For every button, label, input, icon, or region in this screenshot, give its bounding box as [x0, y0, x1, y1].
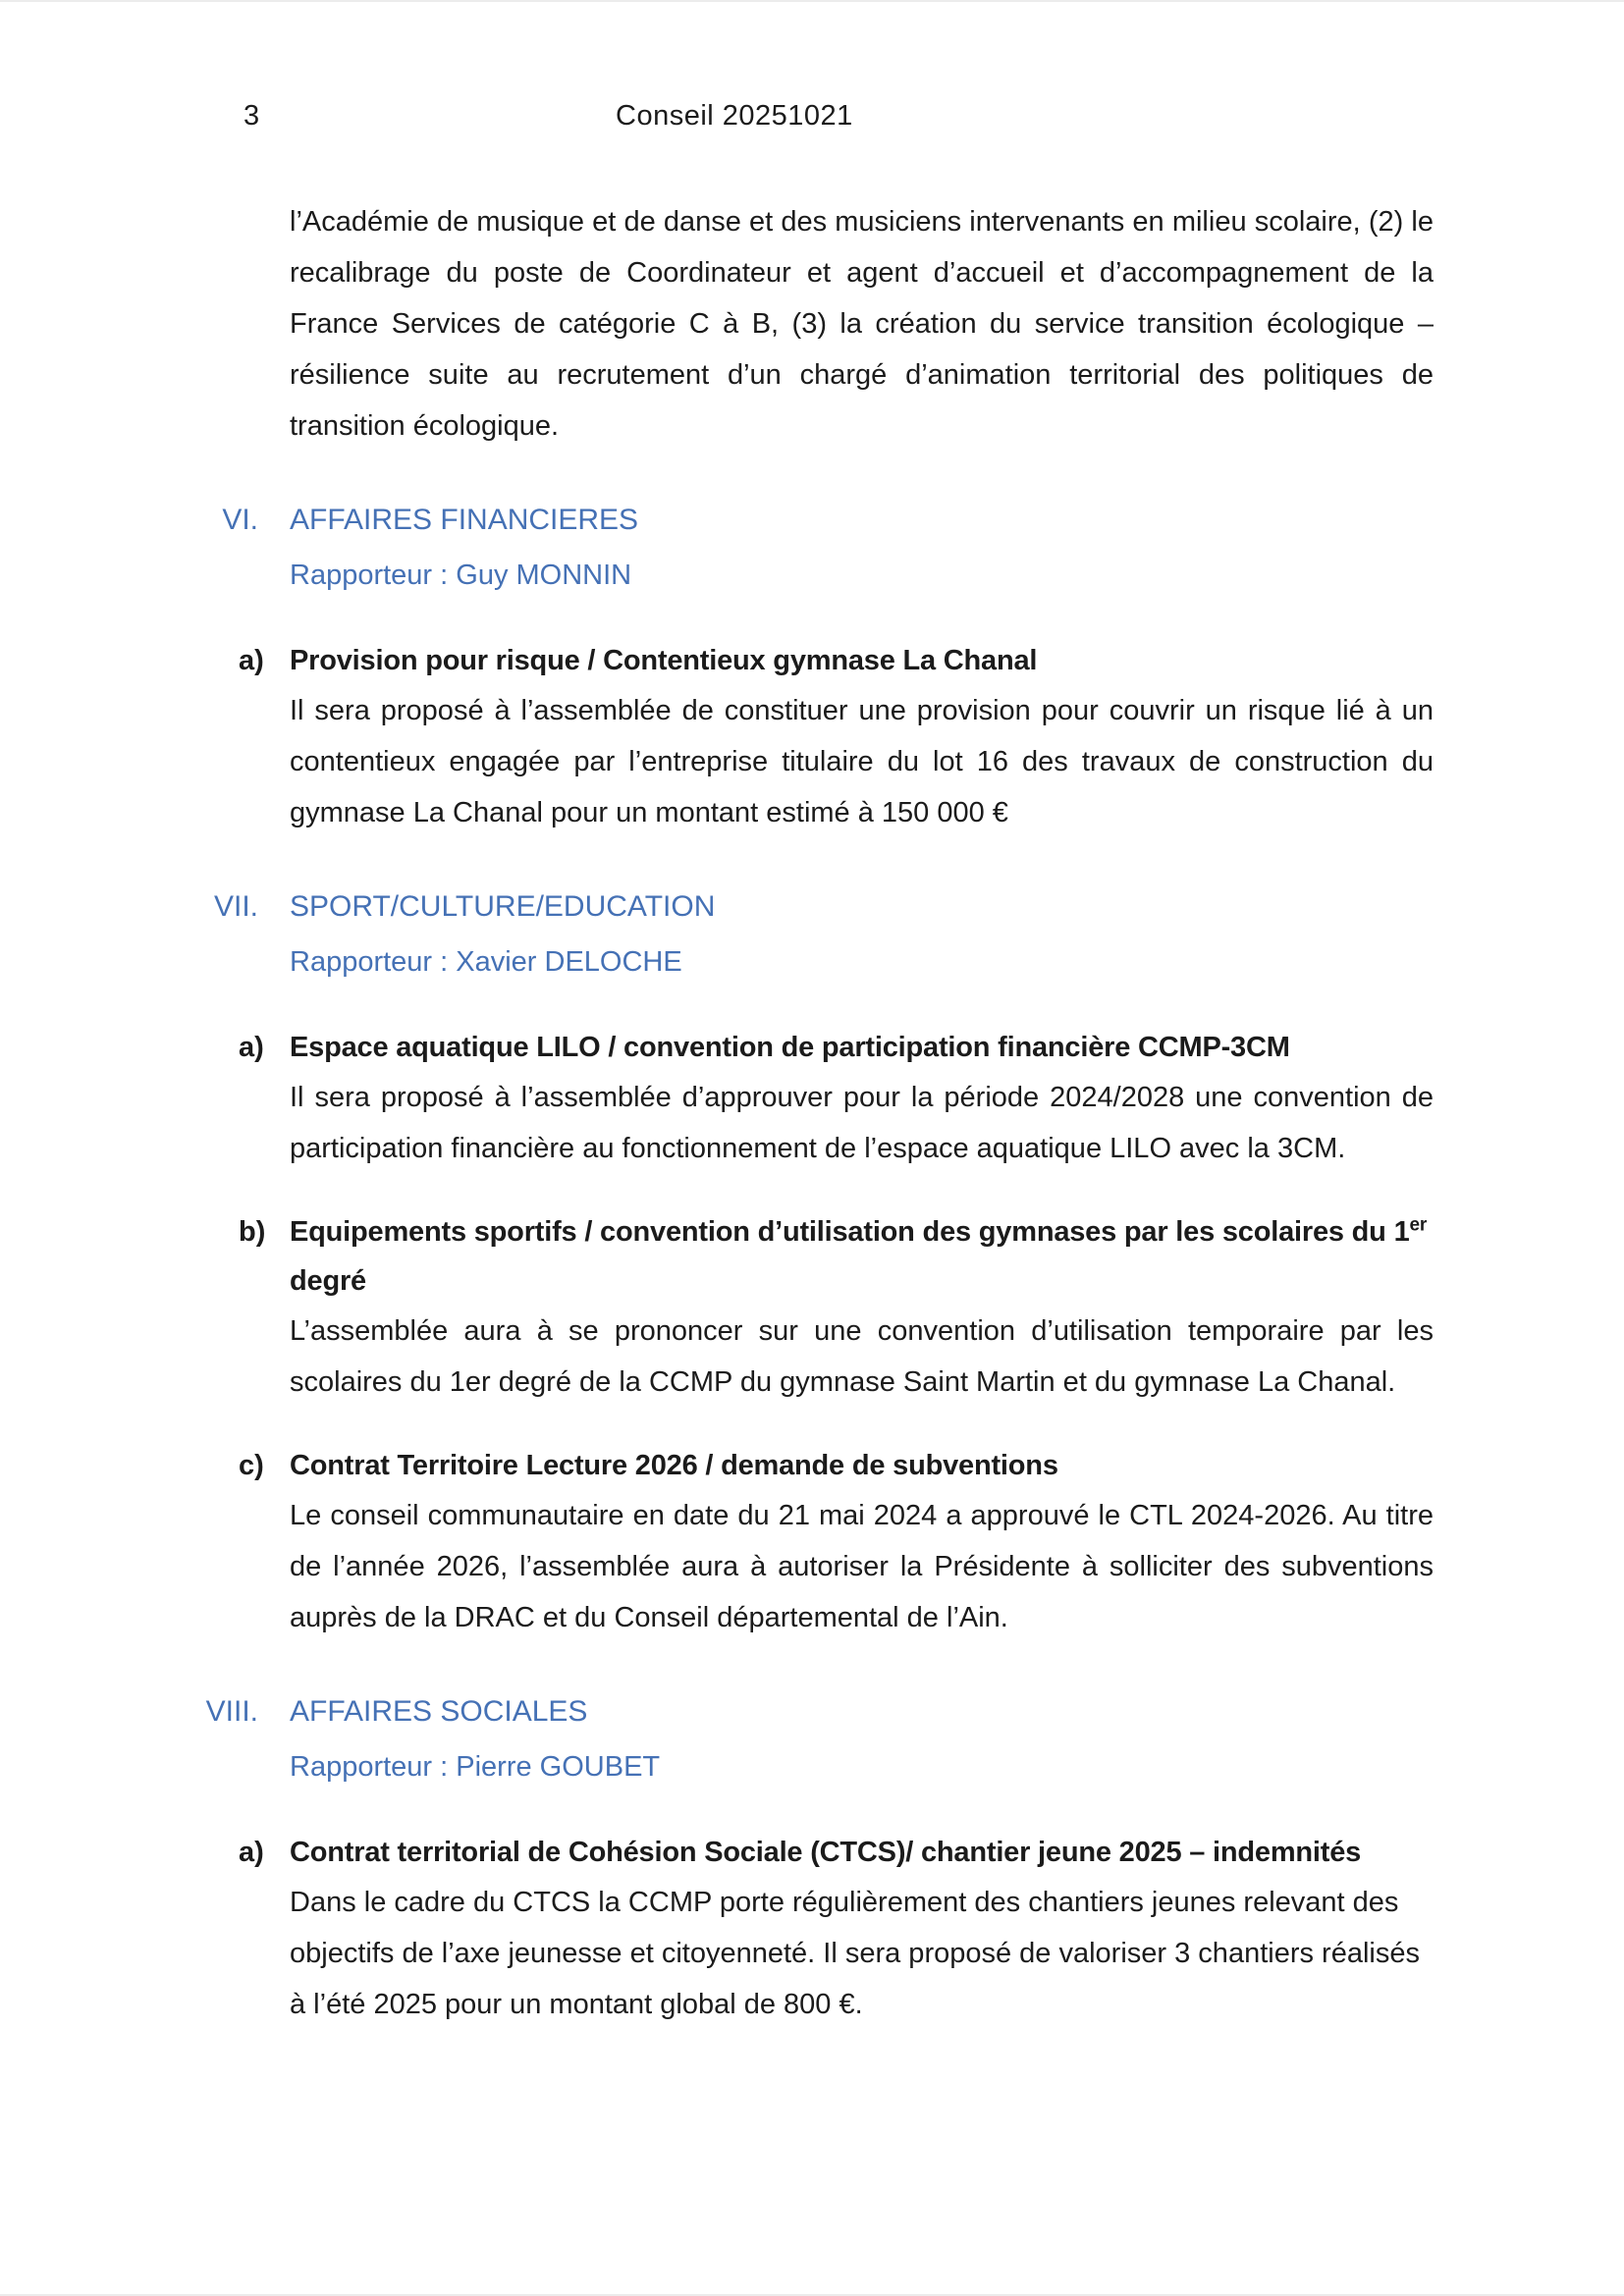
item-title-number: 1: [1393, 1216, 1410, 1248]
document-content: [0, 196, 1624, 2030]
rapporteur-line: Rapporteur : Pierre GOUBET: [290, 1751, 661, 1783]
section-heading: [0, 880, 1624, 934]
rapporteur-line: Rapporteur : Xavier DELOCHE: [290, 946, 682, 978]
agenda-item: [239, 1441, 1434, 1643]
item-label: a): [239, 1032, 264, 1063]
item-body: L’assemblée aura à se prononcer sur une convention d’utilisation temporaire par les scolaires du 1er degré de la CCMP du gymnase Saint Martin et du gymnase La Chanal.: [290, 1315, 1434, 1398]
page-header: [0, 96, 1624, 135]
item-title: Contrat Territoire Lecture 2026 / demande de subventions: [290, 1450, 1058, 1481]
item-body: Dans le cadre du CTCS la CCMP porte régulièrement des chantiers jeunes relevant des objectifs de l’axe jeunesse et citoyenneté. Il sera proposé de valoriser 3 chantiers réalisés à l’été 2025 pour un montant global de 800 €.: [290, 1887, 1420, 2020]
item-title-tail: degré: [290, 1265, 366, 1297]
section-numeral: VII.: [213, 890, 258, 923]
section-numeral: VIII.: [205, 1695, 258, 1728]
agenda-item: [239, 636, 1434, 838]
item-title-part1: Equipements sportifs / convention d’utilisation des gymnases par les scolaires du: [290, 1216, 1394, 1248]
section-title: SPORT/CULTURE/EDUCATION: [290, 890, 716, 923]
item-label: b): [239, 1216, 266, 1248]
item-title: Provision pour risque / Contentieux gymnase La Chanal: [290, 645, 1038, 676]
agenda-item: [239, 1207, 1434, 1408]
item-title: Contrat territorial de Cohésion Sociale (CTCS)/ chantier jeune 2025 – indemnités: [290, 1837, 1362, 1868]
section-affaires-sociales: [0, 1684, 1624, 2030]
agenda-item: [239, 1828, 1434, 2030]
item-body: Le conseil communautaire en date du 21 mai 2024 a approuvé le CTL 2024-2026. Au titre de l’année 2026, l’assemblée aura à autoriser la Présidente à solliciter des subventions auprès de la DRAC et du Conseil départemental de l’Ain.: [290, 1500, 1434, 1633]
item-label: a): [239, 645, 264, 676]
page-number: 3: [244, 100, 260, 132]
item-label: a): [239, 1837, 264, 1868]
item-body: Il sera proposé à l’assemblée de constituer une provision pour couvrir un risque lié à un contentieux engagée par l’entreprise titulaire du lot 16 des travaux de construction du gymnase La Chanal pour un montant estimé à 150 000 €: [290, 695, 1434, 828]
item-title-superscript: er: [1409, 1214, 1428, 1236]
rapporteur-line: Rapporteur : Guy MONNIN: [290, 560, 632, 591]
section-heading: [0, 493, 1624, 548]
section-title: AFFAIRES SOCIALES: [290, 1695, 588, 1728]
item-body: Il sera proposé à l’assemblée d’approuver pour la période 2024/2028 une convention de participation financière au fonctionnement de l’espace aquatique LILO avec la 3CM.: [290, 1082, 1434, 1164]
item-label: c): [239, 1450, 264, 1481]
section-title: AFFAIRES FINANCIERES: [290, 504, 639, 536]
section-sport-culture-education: [0, 880, 1624, 1643]
item-title: Espace aquatique LILO / convention de participation financière CCMP-3CM: [290, 1032, 1290, 1063]
item-title: [290, 1207, 1434, 1306]
header-title: Conseil 20251021: [616, 100, 853, 132]
intro-paragraph: l’Académie de musique et de danse et des musiciens intervenants en milieu scolaire, (2) le recalibrage du poste de Coordinateur et agent d’accueil et d’accompagnement de la France Services de catégorie C à B, (3) la création du service transition écologique – résilience suite au recrutement d’un chargé d’animation territorial des politiques de transition écologique.: [290, 206, 1434, 442]
agenda-item: [239, 1023, 1434, 1174]
section-affaires-financieres: [0, 493, 1624, 838]
section-heading: [0, 1684, 1624, 1739]
section-numeral: VI.: [222, 504, 258, 536]
